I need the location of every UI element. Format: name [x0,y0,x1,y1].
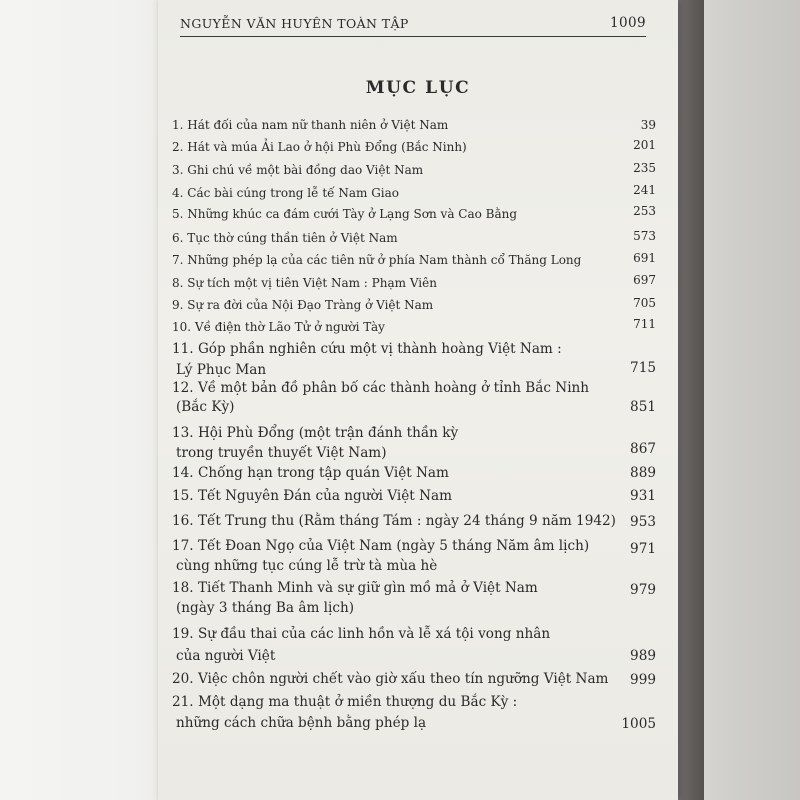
toc-entry-title: 1. Hát đối của nam nữ thanh niên ở Việt Nam [172,118,449,132]
running-head-title: NGUYỄN VĂN HUYÊN TOÀN TẬP [180,16,409,31]
toc-entry-title: 12. Về một bản đồ phân bố các thành hoàng ở tỉnh Bắc Ninh [172,380,590,396]
toc-entry-page: 39 [640,118,656,132]
toc-entry-title-continued: (ngày 3 tháng Ba âm lịch) [176,600,355,616]
toc-entry-title: 17. Tết Đoan Ngọ của Việt Nam (ngày 5 tháng Năm âm lịch) [172,538,590,554]
toc-entry-page: 573 [633,229,656,243]
toc-entry-title: 6. Tục thờ cúng thần tiên ở Việt Nam [172,231,398,245]
toc-entry-title: 14. Chống hạn trong tập quán Việt Nam [172,465,449,481]
toc-entry-title: 21. Một dạng ma thuật ở miền thượng du Bắc Kỳ : [172,694,518,710]
toc-entry-page: 691 [633,251,656,265]
running-head-page-number: 1009 [610,15,646,31]
toc-entry-title: 5. Những khúc ca đám cưới Tày ở Lạng Sơn và Cao Bằng [172,207,518,221]
toc-entry-page: 851 [630,399,656,415]
toc-entry-title: 11. Góp phần nghiên cứu một vị thành hoàng Việt Nam : [172,341,562,357]
toc-entry-title: 13. Hội Phù Đổng (một trận đánh thần kỳ [172,425,459,441]
toc-entry-title: 19. Sự đầu thai của các linh hồn và lễ xá tội vong nhân [172,626,551,642]
toc-entry-page: 711 [633,317,656,331]
toc-entry-page: 971 [630,541,656,557]
toc-entry-title-continued: Lý Phục Man [176,362,267,378]
toc-entry-page: 979 [630,582,656,598]
toc-entry-title: 4. Các bài cúng trong lễ tế Nam Giao [172,186,400,200]
toc-entry-title: 3. Ghi chú về một bài đồng dao Việt Nam [172,163,424,177]
toc-entry-title: 16. Tết Trung thu (Rằm tháng Tám : ngày 24 tháng 9 năm 1942) [172,513,616,529]
toc-entry-page: 235 [633,161,656,175]
toc-entry-page: 201 [633,138,656,152]
toc-entry-page: 931 [630,488,656,504]
toc-entry-page: 705 [633,296,656,310]
toc-entry-page: 999 [630,672,656,688]
toc-entry-title-continued: cùng những tục cúng lễ trừ tà mùa hè [176,558,438,574]
table-of-contents [172,0,662,800]
toc-entry-title-continued: trong truyền thuyết Việt Nam) [176,445,387,461]
toc-entry-page: 1005 [621,716,656,732]
toc-entry-title-continued: những cách chữa bệnh bằng phép lạ [176,715,427,731]
toc-entry-page: 889 [630,465,656,481]
book-page [158,0,678,800]
background-left [0,0,170,800]
toc-entry-title: 2. Hát và múa Ải Lao ở hội Phù Đổng (Bắc Ninh) [172,140,467,154]
background-right [690,0,800,800]
toc-entry-page: 867 [630,441,656,457]
toc-entry-title: 15. Tết Nguyên Đán của người Việt Nam [172,488,452,504]
toc-entry-title-continued: (Bắc Kỳ) [176,399,235,415]
toc-entry-page: 953 [630,514,656,530]
toc-entry-page: 989 [630,648,656,664]
toc-entry-title: 10. Về điện thờ Lão Tử ở người Tày [172,320,385,334]
toc-heading: MỤC LỤC [365,78,471,98]
toc-entry-title: 20. Việc chôn người chết vào giờ xấu theo tín ngưỡng Việt Nam [172,671,609,687]
toc-entry-title: 8. Sự tích một vị tiên Việt Nam : Phạm Viên [172,276,437,290]
toc-entry-page: 241 [633,183,656,197]
toc-entry-title: 9. Sự ra đời của Nội Đạo Tràng ở Việt Nam [172,298,434,312]
toc-entry-page: 253 [633,204,656,218]
toc-entry-title-continued: của người Việt [176,648,276,664]
toc-entry-title: 7. Những phép lạ của các tiên nữ ở phía Nam thành cổ Thăng Long [172,253,582,267]
toc-entry-title: 18. Tiết Thanh Minh và sự giữ gìn mồ mả ở Việt Nam [172,580,538,596]
toc-entry-page: 715 [630,360,656,376]
toc-entry-page: 697 [633,273,656,287]
